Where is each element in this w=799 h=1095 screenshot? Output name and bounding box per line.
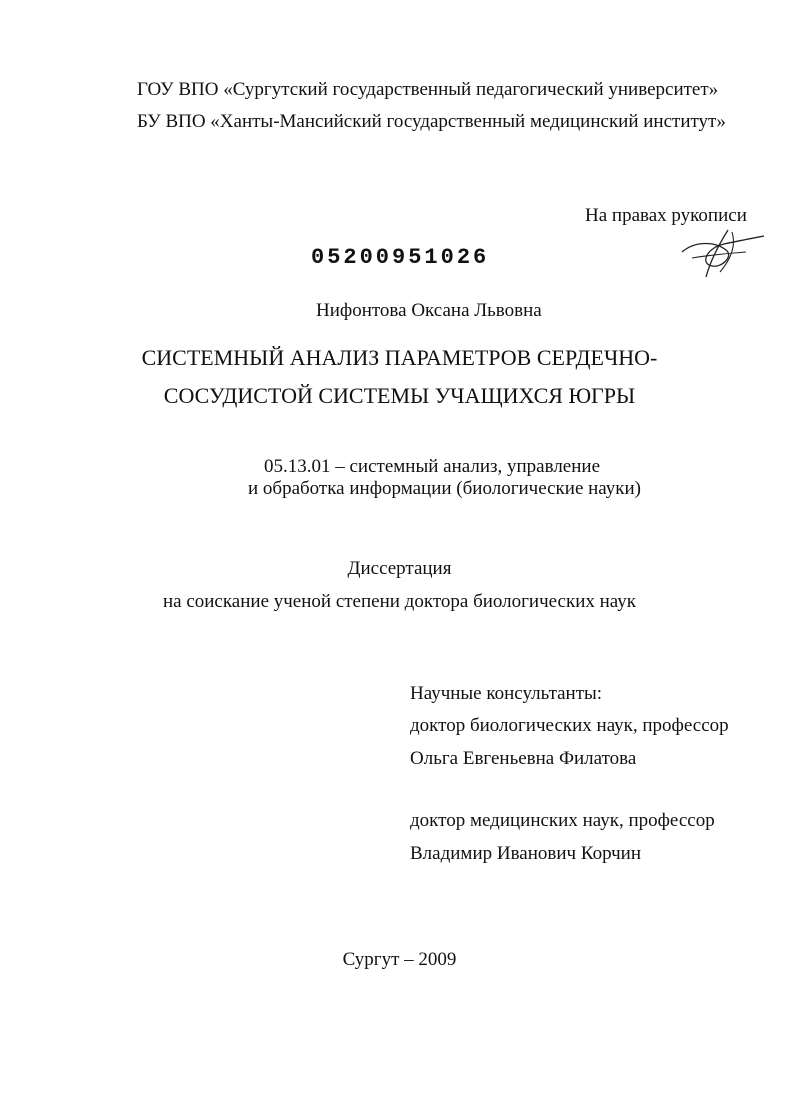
document-type: Диссертация [347,558,452,579]
advisors-heading: Научные консультанты: [410,683,603,704]
author-name: Нифонтова Оксана Львовна [316,300,542,321]
rights-note: На правах рукописи [585,205,747,226]
signature-mark [676,222,768,282]
advisor-2-title: доктор медицинских наук, профессор [410,810,715,831]
specialty-line-1: 05.13.01 – системный анализ, управление [264,456,601,477]
dissertation-title-line-2: СОСУДИСТОЙ СИСТЕМЫ УЧАЩИХСЯ ЮГРЫ [163,383,636,408]
dissertation-title-line-1: СИСТЕМНЫЙ АНАЛИЗ ПАРАМЕТРОВ СЕРДЕЧНО- [141,345,658,370]
city-year: Сургут – 2009 [342,949,457,970]
specialty-line-2: и обработка информации (биологические науки) [248,478,641,499]
degree-statement: на соискание ученой степени доктора биологических наук [162,591,637,612]
institution-line-2: БУ ВПО «Ханты-Мансийский государственный медицинский институт» [137,111,726,132]
institution-line-1: ГОУ ВПО «Сургутский государственный педагогический университет» [137,79,719,100]
advisor-1-name: Ольга Евгеньевна Филатова [410,748,637,769]
advisor-2-name: Владимир Иванович Корчин [410,843,641,864]
catalog-number: 05200951026 [311,245,490,270]
advisor-1-title: доктор биологических наук, профессор [410,715,729,736]
